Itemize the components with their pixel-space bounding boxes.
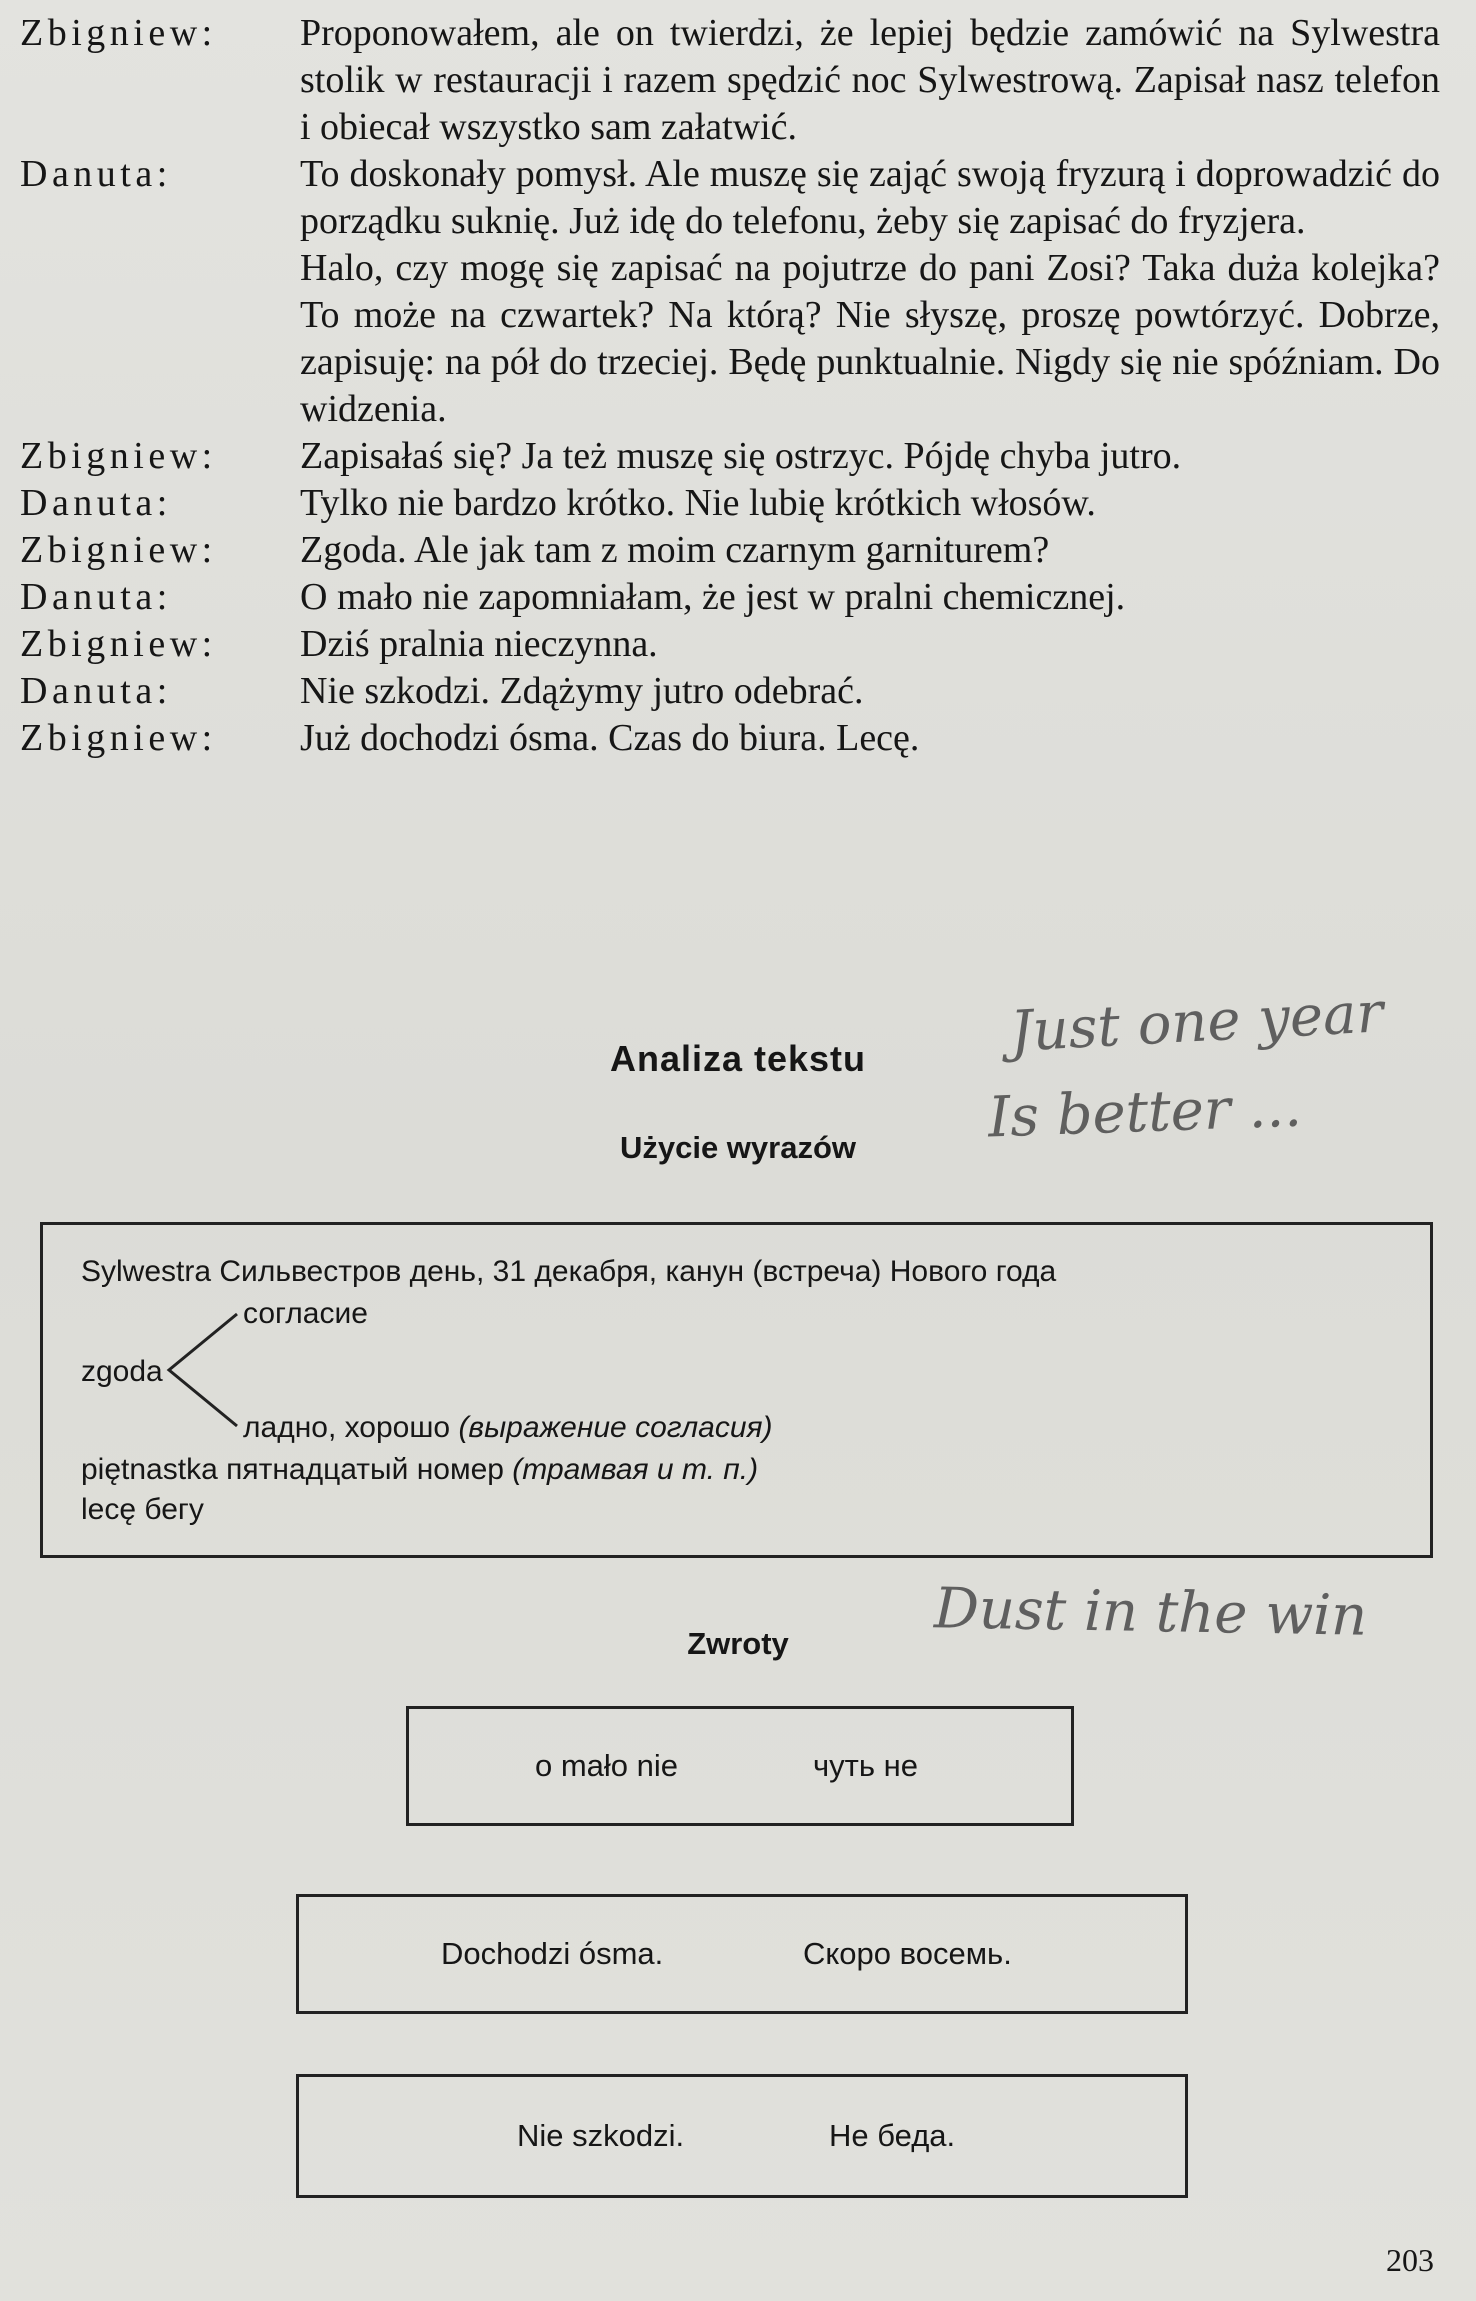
handwritten-note: Is better ... xyxy=(986,1074,1303,1151)
phrase-russian: чуть не xyxy=(813,1748,918,1783)
subsection-title-phrases: Zwroty xyxy=(687,1626,789,1661)
dialogue xyxy=(0,10,1476,762)
vocab-meaning: пятнадцатый номер xyxy=(226,1453,504,1486)
phrase-polish: Nie szkodzi. xyxy=(517,2118,685,2153)
utterance: Halo, czy mogę się zapisać na pojutrze do pani Zosi? Taka duża kolejka? To może na czwartek? Na którą? Nie słyszę, proszę powtórzyć. Dobrze, zapisuję: na pół do trzeciej. Będę punktualnie. Nigdy się nie spóźniam. Do widzenia. xyxy=(300,247,1440,430)
speaker-name: Zbigniew: xyxy=(20,435,217,477)
phrase-box xyxy=(296,1894,1188,2014)
speaker-name: Danuta: xyxy=(20,576,172,618)
dialogue-line xyxy=(0,621,1476,668)
utterance: Proponowałem, ale on twierdzi, że lepiej będzie zamówić na Sylwestra stolik w restauracji i razem spędzić noc Sylwestrową. Zapisał nasz telefon i obiecał wszystko sam załatwić. xyxy=(300,12,1440,148)
page-number: 203 xyxy=(1386,2242,1434,2278)
phrase-box xyxy=(296,2074,1188,2198)
dialogue-line xyxy=(0,668,1476,715)
speaker-name: Zbigniew: xyxy=(20,623,217,665)
utterance: To doskonały pomysł. Ale muszę się zająć swoją fryzurą i doprowadzić do porządku suknię. Już idę do telefonu, żeby się zapisać do fryzjera. xyxy=(300,153,1440,242)
speaker-name: Zbigniew: xyxy=(20,12,217,54)
vocab-note: (выражение согласия) xyxy=(458,1411,773,1444)
vocab-note: (трамвая и т. п.) xyxy=(512,1453,759,1486)
dialogue-line xyxy=(0,527,1476,574)
subsection-title-usage: Użycie wyrazów xyxy=(619,1130,857,1165)
speaker-name: Zbigniew: xyxy=(20,717,217,759)
phrase-russian: Не беда. xyxy=(829,2118,956,2153)
vocab-meaning: бегу xyxy=(144,1493,204,1526)
dialogue-line xyxy=(0,151,1476,245)
utterance: Zgoda. Ale jak tam z moim czarnym garniturem? xyxy=(300,529,1050,571)
utterance: Tylko nie bardzo krótko. Nie lubię krótkich włosów. xyxy=(300,482,1096,524)
phrase-polish: Dochodzi ósma. xyxy=(441,1936,664,1971)
dialogue-line xyxy=(0,245,1476,433)
handwritten-note: Just one year xyxy=(1008,980,1385,1065)
vocab-meaning: ладно, хорошо xyxy=(243,1411,451,1444)
vocab-entry xyxy=(81,1493,204,1527)
handwritten-note: Dust in the win xyxy=(933,1576,1368,1649)
dialogue-line xyxy=(0,480,1476,527)
dialogue-line xyxy=(0,574,1476,621)
vocab-word: Sylwestra xyxy=(81,1255,212,1288)
vocab-meaning-zgoda-2 xyxy=(243,1411,773,1445)
utterance: Dziś pralnia nieczynna. xyxy=(300,623,658,665)
dialogue-line xyxy=(0,433,1476,480)
dialogue-line xyxy=(0,10,1476,151)
vocab-entry xyxy=(81,1453,758,1487)
utterance: Nie szkodzi. Zdążymy jutro odebrać. xyxy=(300,670,864,712)
vocab-word: lecę xyxy=(81,1493,137,1526)
phrase-box xyxy=(406,1706,1074,1826)
speaker-name: Zbigniew: xyxy=(20,529,217,571)
vocabulary-box xyxy=(40,1222,1433,1558)
vocab-word: piętnastka xyxy=(81,1453,218,1486)
speaker-name: Danuta: xyxy=(20,153,172,195)
utterance: O mało nie zapomniałam, że jest w pralni chemicznej. xyxy=(300,576,1126,618)
utterance: Zapisałaś się? Ja też muszę się ostrzyc. Pójdę chyba jutro. xyxy=(300,435,1182,477)
phrase-russian: Скоро восемь. xyxy=(803,1936,1012,1971)
section-title: Analiza tekstu xyxy=(609,1038,867,1079)
vocab-meaning: Сильвестров день, 31 декабря, канун (встреча) Нового года xyxy=(219,1255,1057,1288)
dialogue-line xyxy=(0,715,1476,762)
utterance: Już dochodzi ósma. Czas do biura. Lecę. xyxy=(300,717,920,759)
vocab-meaning-zgoda-1: согласие xyxy=(243,1297,368,1330)
bracket-icon xyxy=(163,1310,243,1430)
speaker-name: Danuta: xyxy=(20,670,172,712)
phrase-polish: o mało nie xyxy=(535,1748,679,1783)
vocab-entry xyxy=(81,1255,1056,1289)
speaker-name: Danuta: xyxy=(20,482,172,524)
vocab-word-zgoda: zgoda xyxy=(81,1355,163,1388)
